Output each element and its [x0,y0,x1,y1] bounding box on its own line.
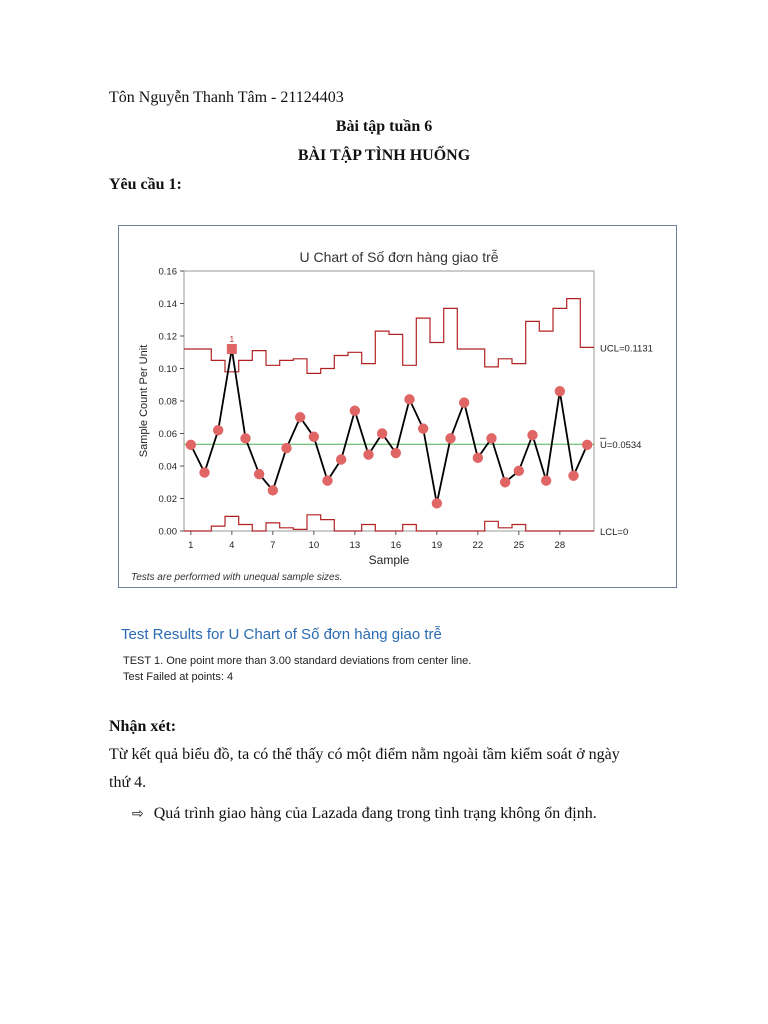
y-tick-label: 0.06 [158,429,177,440]
arrow-right-icon: ⇨ [132,806,144,822]
y-tick-label: 0.14 [158,299,177,310]
data-point [295,412,305,422]
data-point [514,466,524,476]
x-tick-label: 25 [513,540,525,551]
ucl-label: UCL=0.1131 [600,343,653,355]
comments-paragraph-line-2: thứ 4. [109,774,147,791]
x-tick-label: 1 [188,540,194,551]
requirement-heading: Yêu cầu 1: [109,176,182,193]
data-point [350,406,360,416]
chart-title: U Chart of Số đơn hàng giao trễ [299,249,499,265]
y-tick-label: 0.04 [158,461,177,473]
data-point [240,433,250,443]
plot-area [184,271,594,531]
x-tick-label: 10 [308,540,320,551]
ucl-step-line [184,299,594,374]
u-chart-svg [119,226,676,587]
lcl-label: LCL=0 [600,527,629,538]
data-point [391,448,401,458]
data-point [473,453,483,463]
data-point [363,449,373,459]
data-point [404,394,414,404]
data-point [541,475,551,485]
test-results-title: Test Results for U Chart of Số đơn hàng giao trễ [121,626,442,643]
data-point [432,498,442,508]
data-point [186,440,196,450]
failed-test-marker: 1 [229,335,235,344]
data-point [459,397,469,407]
data-point [322,475,332,485]
comments-paragraph-line-1: Từ kết quả biểu đồ, ta có thể thấy có một điểm nằm ngoài tầm kiểm soát ở ngày [109,746,620,763]
y-tick-label: 0.08 [158,396,177,408]
data-point [199,467,209,477]
test-results-line-1: TEST 1. One point more than 3.00 standard deviations from center line. [123,655,472,667]
center-label: U=0.0534 [600,440,642,452]
assignment-title: BÀI TẬP TÌNH HUỐNG [297,147,471,164]
data-point [377,428,387,438]
y-tick-label: 0.10 [158,364,177,375]
data-point [281,443,291,453]
test-results-line-2: Test Failed at points: 4 [123,671,234,683]
x-tick-label: 13 [349,540,361,551]
x-tick-label: 4 [229,540,235,551]
x-axis-label: Sample [368,553,410,567]
data-point [582,440,592,450]
data-point [309,432,319,442]
author-line: Tôn Nguyễn Thanh Tâm - 21124403 [109,89,344,106]
y-tick-label: 0.16 [158,266,177,278]
data-point [336,454,346,464]
data-point [254,469,264,479]
data-point-out-of-control [227,344,237,354]
chart-footnote: Tests are performed with unequal sample sizes. [131,572,343,583]
conclusion-text: Quá trình giao hàng của Lazada đang trong tình trạng không ổn định. [153,805,597,822]
data-point [500,477,510,487]
x-tick-label: 28 [554,540,566,551]
data-point [568,471,578,481]
data-point [555,386,565,396]
data-point [268,485,278,495]
y-axis-label: Sample Count Per Unit [138,344,150,458]
y-tick-label: 0.02 [158,494,177,505]
y-tick-label: 0.00 [158,526,177,538]
conclusion-line [132,804,597,824]
x-tick-label: 7 [270,540,276,551]
data-point [527,430,537,440]
data-point [418,423,428,433]
y-tick-label: 0.12 [158,331,177,343]
u-chart-figure [118,225,677,588]
comments-heading: Nhận xét: [109,718,177,735]
lcl-step-line [184,515,594,531]
data-point [486,433,496,443]
data-point [445,433,455,443]
x-tick-label: 22 [472,540,484,551]
assignment-subtitle: Bài tập tuần 6 [335,118,433,135]
x-tick-label: 16 [390,540,402,551]
data-point [213,425,223,435]
x-tick-label: 19 [431,540,443,551]
data-series-line [191,349,587,503]
